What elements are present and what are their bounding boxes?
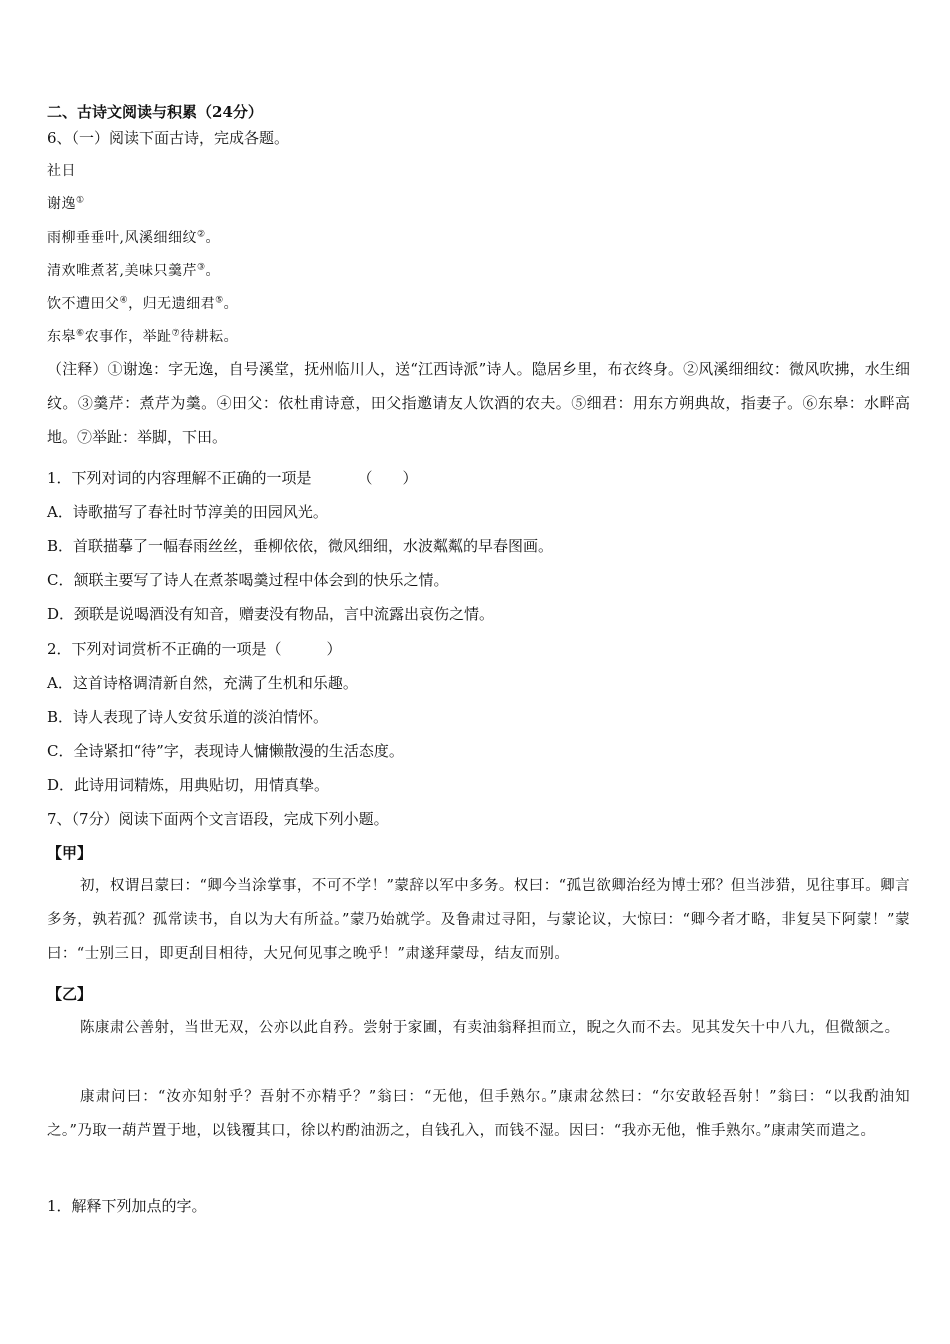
- poem-line-3: 饮不遭田父④，归无遗细君⑤。: [47, 295, 239, 312]
- poem-author: 谢逸①: [47, 195, 85, 212]
- poem-line-4: 东皋⑥农事作，举趾⑦待耕耘。: [47, 328, 239, 345]
- q7-sub1-stem: 1．解释下列加点的字。: [47, 1197, 207, 1215]
- poem-line-1: 雨柳垂垂叶,风溪细细纹②。: [47, 229, 221, 246]
- q7-heading: 7、（7分）阅读下面两个文言语段，完成下列小题。: [47, 810, 389, 828]
- q6-sub2-option-d: D．此诗用词精炼，用典贴切，用情真挚。: [47, 776, 330, 794]
- poem-line-2: 清欢唯煮茗,美味只羹芹③。: [47, 262, 221, 279]
- q6-sub1-option-b: B．首联描摹了一幅春雨丝丝，垂柳依依，微风细细，水波粼粼的早春图画。: [47, 537, 554, 555]
- jia-label: 【甲】: [47, 844, 93, 862]
- q6-sub1-stem: 1．下列对词的内容理解不正确的一项是 （ ）: [47, 469, 418, 487]
- q6-sub1-option-a: A．诗歌描写了春社时节淳美的田园风光。: [47, 503, 328, 521]
- yi-passage-1: 陈康肃公善射，当世无双，公亦以此自矜。尝射于家圃，有卖油翁释担而立，睨之久而不去。见其发矢十中八九，但微颔之。: [80, 1020, 900, 1036]
- section-title: 二、古诗文阅读与积累（24分）: [47, 103, 263, 121]
- yi-passage-2: 康肃问曰：“汝亦知射乎？吾射不亦精乎？”翁曰：“无他，但手熟尔。”康肃忿然曰：“尔安敢轻吾射！”翁曰：“以我酌油知之。”乃取一葫芦置于地，以钱覆其口，徐以杓酌油沥之，自钱孔入，而钱不湿。因曰：“我亦无他，惟手熟尔。”康肃笑而遣之。: [47, 1089, 910, 1139]
- q6-sub1-option-d: D．颈联是说喝酒没有知音，赠妻没有物品，言中流露出哀伤之情。: [47, 605, 495, 623]
- jia-passage: 初，权谓吕蒙曰：“卿今当涂掌事，不可不学！”蒙辞以军中多务。权曰：“孤岂欲卿治经为博士邪？但当涉猎，见往事耳。卿言多务，孰若孤？孤常读书，自以为大有所益。”蒙乃始就学。及鲁肃过寻阳，与蒙论议，大惊曰：“卿今者才略，非复吴下阿蒙！”蒙曰：“士别三日，即更刮目相待，大兄何见事之晚乎！”肃遂拜蒙母，结友而别。: [47, 878, 910, 962]
- poem-notes: （注释）①谢逸：字无逸，自号溪堂，抚州临川人，送“江西诗派”诗人。隐居乡里，布衣终身。②风溪细细纹：微风吹拂，水生细纹。③羹芹：煮芹为羹。④田父：依杜甫诗意，田父指邀请友人饮酒的农夫。⑤细君：用东方朔典故，指妻子。⑥东皋：水畔高地。⑦举趾：举脚，下田。: [47, 360, 910, 446]
- poem-title: 社日: [47, 163, 76, 179]
- yi-label: 【乙】: [47, 985, 93, 1003]
- q6-sub2-option-a: A．这首诗格调清新自然，充满了生机和乐趣。: [47, 674, 358, 692]
- q6-sub2-option-b: B．诗人表现了诗人安贫乐道的淡泊情怀。: [47, 708, 329, 726]
- q6-sub2-stem: 2．下列对词赏析不正确的一项是（ ）: [47, 640, 342, 658]
- q6-sub1-option-c: C．颔联主要写了诗人在煮茶喝羹过程中体会到的快乐之情。: [47, 571, 449, 589]
- q6-heading: 6、（一）阅读下面古诗，完成各题。: [47, 129, 290, 147]
- q6-sub2-option-c: C．全诗紧扣“待”字，表现诗人慵懒散漫的生活态度。: [47, 742, 404, 760]
